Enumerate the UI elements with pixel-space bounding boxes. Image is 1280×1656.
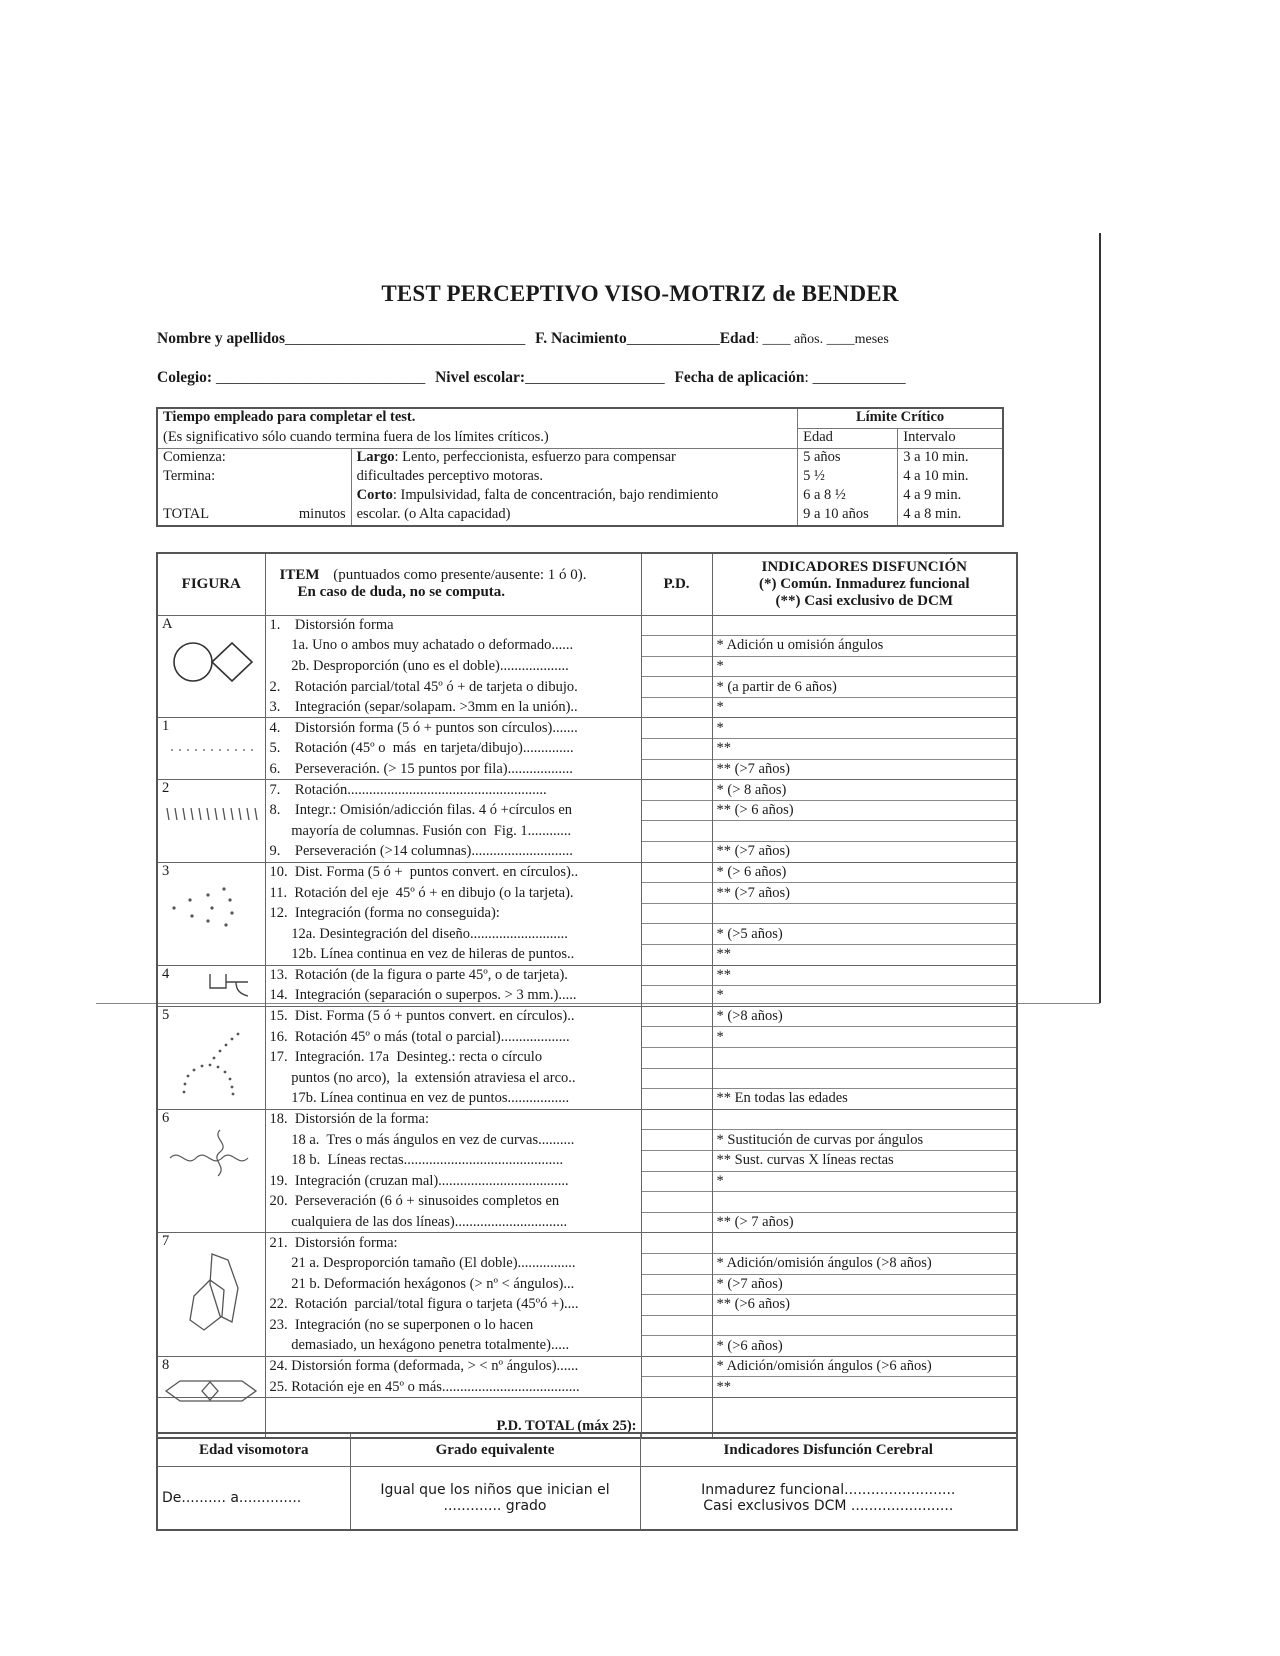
item-cell: 2b. Desproporción (uno es el doble)...................	[265, 656, 641, 677]
item-cell: 21 b. Deformación hexágonos (> nº < ángulos)...	[265, 1274, 641, 1295]
table-row	[157, 1377, 1017, 1398]
fecha-label: Fecha de aplicación	[674, 369, 805, 386]
indicador-cell: *	[712, 718, 1017, 739]
pd-cell[interactable]	[641, 1253, 712, 1274]
table-row	[157, 739, 1017, 760]
indicador-cell: * Adición u omisión ángulos	[712, 636, 1017, 657]
pd-cell[interactable]	[641, 1047, 712, 1068]
table-row	[157, 697, 1017, 718]
table-row	[157, 862, 1017, 883]
col-item	[265, 553, 641, 615]
table-row	[157, 1089, 1017, 1110]
indicador-cell: ** (> 7 años)	[712, 1212, 1017, 1233]
header-row-name	[157, 330, 1017, 348]
pd-cell[interactable]	[641, 1150, 712, 1171]
limite-title: Límite Crítico	[798, 408, 1003, 429]
fecha-field[interactable]: : ____________	[804, 369, 906, 386]
summary-table	[156, 1432, 1018, 1531]
item-cell: 1a. Uno o ambos muy achatado o deformado......	[265, 636, 641, 657]
pd-cell[interactable]	[641, 1068, 712, 1089]
indicador-cell: **	[712, 739, 1017, 760]
comienza-label: Comienza:	[163, 449, 226, 465]
item-cell: 14. Integración (separación o superpos. > 3 mm.).....	[265, 986, 641, 1007]
figure-1-drawing	[168, 745, 258, 755]
limite-col-intervalo: Intervalo	[898, 429, 1003, 449]
indicador-cell: * (>6 años)	[712, 1336, 1017, 1357]
item-cell: 21. Distorsión forma:	[265, 1233, 641, 1254]
item-cell: 17. Integración. 17a Desinteg.: recta o círculo	[265, 1047, 641, 1068]
table-row	[157, 718, 1017, 739]
pd-cell[interactable]	[641, 945, 712, 966]
indicadores-line1: Inmadurez funcional.........................	[701, 1482, 956, 1498]
table-row	[157, 1253, 1017, 1274]
item-cell: 13. Rotación (de la figura o parte 45º, o de tarjeta).	[265, 965, 641, 986]
figure-6-drawing	[168, 1128, 258, 1178]
indicador-cell: ** (>7 años)	[712, 842, 1017, 863]
figure-2-drawing	[164, 806, 260, 822]
table-row	[157, 1047, 1017, 1068]
table-row	[157, 1068, 1017, 1089]
indicador-cell: * Sustitución de curvas por ángulos	[712, 1130, 1017, 1151]
minutos-label: minutos	[298, 506, 346, 522]
pd-cell[interactable]	[641, 1006, 712, 1027]
col-ind-dcm: (**) Casi exclusivo de DCM	[775, 592, 953, 609]
pd-cell[interactable]	[641, 1377, 712, 1398]
figure-3-drawing	[170, 885, 250, 931]
item-cell: 25. Rotación eje en 45º o más......................................	[265, 1377, 641, 1398]
total-cell	[157, 506, 351, 526]
indicador-cell: * (>5 años)	[712, 924, 1017, 945]
figura-label: 8	[162, 1356, 170, 1373]
item-cell: demasiado, un hexágono penetra totalmente).....	[265, 1336, 641, 1357]
pd-cell[interactable]	[641, 842, 712, 863]
pd-cell[interactable]	[641, 677, 712, 698]
table-row	[157, 1336, 1017, 1357]
grado-line2: ............. grado	[443, 1498, 547, 1514]
table-row	[157, 903, 1017, 924]
item-cell: 8. Integr.: Omisión/adicción filas. 4 ó +círculos en	[265, 800, 641, 821]
figure-a-drawing	[168, 632, 264, 688]
pd-cell[interactable]	[641, 883, 712, 904]
pd-cell[interactable]	[641, 1295, 712, 1316]
table-row	[157, 986, 1017, 1007]
tiempo-table	[156, 407, 1004, 527]
table-row	[157, 945, 1017, 966]
figura-label: A	[162, 615, 173, 632]
pd-cell[interactable]	[641, 759, 712, 780]
nacimiento-label: F. Nacimiento	[535, 330, 627, 347]
page-edge-line	[1099, 233, 1101, 1003]
item-cell: 16. Rotación 45º o más (total o parcial)...................	[265, 1027, 641, 1048]
nombre-field[interactable]: _______________________________	[285, 330, 526, 347]
figura-label: 1	[162, 718, 170, 735]
item-cell: 7. Rotación.......................................................	[265, 780, 641, 801]
pd-cell[interactable]	[641, 615, 712, 636]
indicador-cell: * (> 8 años)	[712, 780, 1017, 801]
table-row	[157, 1212, 1017, 1233]
indicador-cell	[712, 1109, 1017, 1130]
table-row	[157, 1027, 1017, 1048]
table-row	[157, 965, 1017, 986]
item-cell: 5. Rotación (45º o más en tarjeta/dibujo)..............	[265, 739, 641, 760]
indicador-cell: ** En todas las edades	[712, 1089, 1017, 1110]
pd-cell[interactable]	[641, 739, 712, 760]
largo-label: Largo	[356, 449, 395, 465]
pd-cell[interactable]	[641, 1109, 712, 1130]
nacimiento-field[interactable]: ____________	[626, 330, 720, 347]
indicador-cell	[712, 1047, 1017, 1068]
indicador-cell: *	[712, 656, 1017, 677]
items-table	[156, 552, 1018, 1439]
tiempo-note: (Es significativo sólo cuando termina fuera de los límites críticos.)	[157, 429, 798, 449]
col-ind-title: INDICADORES DISFUNCIÓN	[761, 558, 967, 575]
page-title: TEST PERCEPTIVO VISO-MOTRIZ de BENDER	[381, 281, 899, 306]
table-row	[157, 883, 1017, 904]
corto-text1: : Impulsividad, falta de concentración, bajo rendimiento	[392, 487, 719, 503]
col-ind-common: (*) Común. Inmadurez funcional	[758, 575, 970, 592]
indicador-cell	[712, 1315, 1017, 1336]
col-item-rule: En caso de duda, no se computa.	[297, 584, 506, 601]
table-row	[157, 1274, 1017, 1295]
item-cell: 20. Perseveración (6 ó + sinusoides completos en	[265, 1192, 641, 1213]
table-row	[157, 1315, 1017, 1336]
indicador-cell	[712, 1192, 1017, 1213]
pd-total-label: P.D. TOTAL (máx 25):	[265, 1398, 641, 1438]
item-cell: 1. Distorsión forma	[265, 615, 641, 636]
table-row	[157, 800, 1017, 821]
total-label: TOTAL	[163, 506, 210, 522]
figure-8-drawing	[162, 1378, 258, 1404]
item-cell: 24. Distorsión forma (deformada, > < nº ángulos)......	[265, 1356, 641, 1377]
pd-cell[interactable]	[641, 656, 712, 677]
item-cell: 21 a. Desproporción tamaño (El doble)................	[265, 1253, 641, 1274]
item-cell: 18. Distorsión de la forma:	[265, 1109, 641, 1130]
col-figura: FIGURA	[157, 553, 265, 615]
item-cell: cualquiera de las dos líneas)...............................	[265, 1212, 641, 1233]
item-cell: 3. Integración (separ/solapam. >3mm en la unión)..	[265, 697, 641, 718]
col-item-title: ITEM	[279, 567, 320, 584]
pd-cell[interactable]	[641, 1233, 712, 1254]
indicador-cell	[712, 1233, 1017, 1254]
indicador-cell: **	[712, 945, 1017, 966]
pd-cell[interactable]	[641, 821, 712, 842]
pd-cell[interactable]	[641, 1089, 712, 1110]
item-cell: 18 a. Tres o más ángulos en vez de curvas..........	[265, 1130, 641, 1151]
figura-label: 5	[162, 1006, 170, 1023]
item-cell: mayoría de columnas. Fusión con Fig. 1............	[265, 821, 641, 842]
indicador-cell: * (>7 años)	[712, 1274, 1017, 1295]
item-cell: 17b. Línea continua en vez de puntos.................	[265, 1089, 641, 1110]
figura-label: 6	[162, 1109, 170, 1126]
table-row	[157, 1171, 1017, 1192]
limite-col-edad: Edad	[798, 429, 898, 449]
pd-cell[interactable]	[641, 986, 712, 1007]
limit-edad: 9 a 10 años	[798, 506, 898, 526]
indicador-cell: ** (>6 años)	[712, 1295, 1017, 1316]
indicador-cell: * Adición/omisión ángulos (>8 años)	[712, 1253, 1017, 1274]
item-cell: 12a. Desintegración del diseño...........................	[265, 924, 641, 945]
item-cell: 23. Integración (no se superponen o lo hacen	[265, 1315, 641, 1336]
table-row	[157, 1109, 1017, 1130]
tiempo-heading: Tiempo empleado para completar el test.	[163, 409, 416, 425]
indicador-cell: * Adición/omisión ángulos (>6 años)	[712, 1356, 1017, 1377]
col-indicadores	[712, 553, 1017, 615]
indicador-cell: **	[712, 1377, 1017, 1398]
indicador-cell: **	[712, 965, 1017, 986]
limit-edad: 5 años	[798, 449, 898, 469]
figura-label: 2	[162, 780, 170, 797]
indicadores-value[interactable]	[640, 1467, 1017, 1531]
nombre-label: Nombre y apellidos	[157, 330, 286, 347]
table-row	[157, 1295, 1017, 1316]
table-row	[157, 615, 1017, 636]
table-row	[157, 1356, 1017, 1377]
indicador-cell: ** (>7 años)	[712, 883, 1017, 904]
item-cell: 12. Integración (forma no conseguida):	[265, 903, 641, 924]
item-cell: 2. Rotación parcial/total 45º ó + de tarjeta o dibujo.	[265, 677, 641, 698]
indicador-cell: ** Sust. curvas X líneas rectas	[712, 1150, 1017, 1171]
pd-cell[interactable]	[641, 903, 712, 924]
indicador-cell: * (> 6 años)	[712, 862, 1017, 883]
col-indicadores-cerebral: Indicadores Disfunción Cerebral	[640, 1433, 1017, 1467]
indicador-cell: * (>8 años)	[712, 1006, 1017, 1027]
colegio-label: Colegio:	[157, 369, 213, 386]
table-row	[157, 1006, 1017, 1027]
table-row	[157, 780, 1017, 801]
pd-cell[interactable]	[641, 1171, 712, 1192]
corto-line1	[351, 487, 798, 506]
limit-intervalo: 4 a 10 min.	[898, 468, 1003, 487]
pd-cell[interactable]	[641, 1192, 712, 1213]
table-row	[157, 842, 1017, 863]
indicador-cell: ** (>7 años)	[712, 759, 1017, 780]
item-cell: 4. Distorsión forma (5 ó + puntos son círculos).......	[265, 718, 641, 739]
figure-5-drawing	[180, 1030, 256, 1096]
table-row	[157, 1233, 1017, 1254]
pd-cell[interactable]	[641, 1212, 712, 1233]
pd-cell[interactable]	[641, 800, 712, 821]
table-row	[157, 1192, 1017, 1213]
corto-label: Corto	[356, 487, 393, 503]
col-pd: P.D.	[641, 553, 712, 615]
pd-cell[interactable]	[641, 924, 712, 945]
termina-label: Termina:	[163, 468, 216, 484]
col-item-note: (puntuados como presente/ausente: 1 ó 0).	[333, 567, 587, 584]
pd-cell[interactable]	[641, 1274, 712, 1295]
indicador-cell: *	[712, 1171, 1017, 1192]
table-row	[157, 1130, 1017, 1151]
indicador-cell: *	[712, 1027, 1017, 1048]
nivel-field[interactable]: __________________	[525, 369, 665, 386]
indicador-cell	[712, 821, 1017, 842]
pd-cell[interactable]	[641, 1336, 712, 1357]
largo-line2: dificultades perceptivo motoras.	[351, 468, 798, 487]
header-row-school	[157, 369, 1017, 387]
pd-cell[interactable]	[641, 1356, 712, 1377]
indicador-cell: *	[712, 697, 1017, 718]
indicadores-line2: Casi exclusivos DCM .......................	[703, 1498, 954, 1514]
item-cell: 10. Dist. Forma (5 ó + puntos convert. en círculos)..	[265, 862, 641, 883]
table-row	[157, 759, 1017, 780]
table-row	[157, 924, 1017, 945]
col-grado: Grado equivalente	[350, 1433, 640, 1467]
limit-intervalo: 4 a 8 min.	[898, 506, 1003, 526]
item-cell: 6. Perseveración. (> 15 puntos por fila)..................	[265, 759, 641, 780]
figura-label: 7	[162, 1233, 170, 1250]
edad-visomotora-value[interactable]: De.......... a..............	[157, 1467, 350, 1531]
indicador-cell: *	[712, 986, 1017, 1007]
pd-cell[interactable]	[641, 862, 712, 883]
figure-4-drawing	[204, 968, 254, 1000]
pd-cell[interactable]	[641, 636, 712, 657]
table-row	[157, 821, 1017, 842]
item-cell: 18 b. Líneas rectas............................................	[265, 1150, 641, 1171]
pd-cell[interactable]	[641, 697, 712, 718]
corto-line2: escolar. (o Alta capacidad)	[351, 506, 798, 526]
pd-cell[interactable]	[641, 1027, 712, 1048]
table-row	[157, 656, 1017, 677]
table-row	[157, 636, 1017, 657]
indicador-cell	[712, 903, 1017, 924]
indicador-cell: * (a partir de 6 años)	[712, 677, 1017, 698]
edad-label: Edad	[719, 330, 756, 347]
nivel-label: Nivel escolar:	[435, 369, 526, 386]
limit-edad: 6 a 8 ½	[798, 487, 898, 506]
col-edad-visomotora: Edad visomotora	[157, 1433, 350, 1467]
grado-line1: Igual que los niños que inician el	[380, 1482, 610, 1498]
table-row	[157, 677, 1017, 698]
largo-line1	[351, 449, 798, 469]
figura-label: 4	[162, 965, 170, 982]
limit-intervalo: 3 a 10 min.	[898, 449, 1003, 469]
figure-7-drawing	[182, 1250, 252, 1334]
item-cell: puntos (no arco), la extensión atraviesa el arco..	[265, 1068, 641, 1089]
item-cell: 11. Rotación del eje 45º ó + en dibujo (o la tarjeta).	[265, 883, 641, 904]
item-cell: 22. Rotación parcial/total figura o tarjeta (45ºó +)....	[265, 1295, 641, 1316]
colegio-field[interactable]: ___________________________	[215, 369, 426, 386]
limit-edad: 5 ½	[798, 468, 898, 487]
pd-cell[interactable]	[641, 1130, 712, 1151]
limit-intervalo: 4 a 9 min.	[898, 487, 1003, 506]
item-cell: 19. Integración (cruzan mal)....................................	[265, 1171, 641, 1192]
pd-cell[interactable]	[641, 718, 712, 739]
indicador-cell: ** (> 6 años)	[712, 800, 1017, 821]
indicador-cell	[712, 1068, 1017, 1089]
item-cell: 15. Dist. Forma (5 ó + puntos convert. en círculos)..	[265, 1006, 641, 1027]
pd-cell[interactable]	[641, 1315, 712, 1336]
edad-field[interactable]: : ____ años. ____meses	[755, 332, 889, 347]
figura-label: 3	[162, 862, 170, 879]
item-cell: 9. Perseveración (>14 columnas)............................	[265, 842, 641, 863]
item-cell: 12b. Línea continua en vez de hileras de puntos..	[265, 945, 641, 966]
indicador-cell	[712, 615, 1017, 636]
pd-cell[interactable]	[641, 965, 712, 986]
largo-text1: : Lento, perfeccionista, esfuerzo para compensar	[394, 449, 676, 465]
table-row	[157, 1150, 1017, 1171]
pd-cell[interactable]	[641, 780, 712, 801]
grado-value[interactable]	[350, 1467, 640, 1531]
